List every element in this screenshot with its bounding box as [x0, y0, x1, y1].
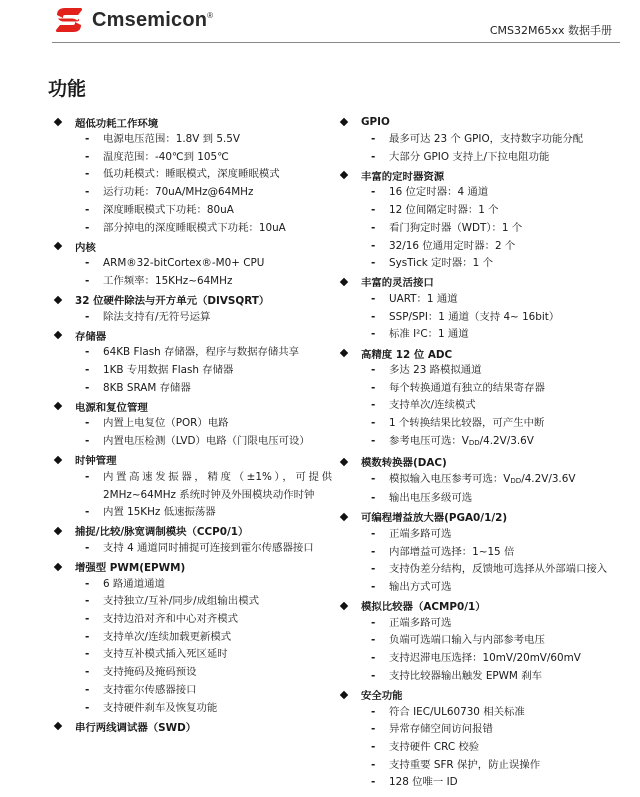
section-title: 捕捉/比较/脉宽调制模块（CCP0/1）: [75, 526, 249, 539]
feature-item-text: 16 位定时器：4 通道: [389, 186, 489, 199]
feature-item-text: 大部分 GPIO 支持上/下拉电阻功能: [389, 150, 550, 163]
feature-section: [338, 686, 620, 704]
feature-section: [52, 451, 332, 469]
dash-bullet-icon: -: [85, 133, 90, 145]
feature-item: [338, 415, 620, 433]
feature-item: [52, 415, 332, 433]
diamond-bullet-icon: [340, 457, 348, 465]
feature-item: [52, 433, 332, 451]
dash-bullet-icon: -: [371, 527, 376, 540]
dash-bullet-icon: -: [85, 683, 90, 696]
feature-item: [338, 202, 620, 220]
diamond-bullet-icon: [54, 331, 62, 339]
feature-section: [338, 166, 620, 184]
feature-item: [52, 273, 332, 291]
feature-item-text: 128 位唯一 ID: [389, 776, 458, 789]
feature-item-text: 1KB 专用数据 Flash 存储器: [103, 364, 234, 377]
dash-bullet-icon: -: [85, 701, 90, 714]
feature-item-text: 支持边沿对齐和中心对齐模式: [103, 613, 239, 626]
feature-item-text: 工作频率：15KHz~64MHz: [103, 274, 233, 287]
diamond-bullet-icon: [54, 295, 62, 303]
feature-item: [338, 579, 620, 597]
feature-item-text: 支持重要 SFR 保护，防止误操作: [389, 758, 541, 771]
dash-bullet-icon: -: [371, 257, 376, 270]
features-left-column: [52, 113, 332, 735]
feature-item: [338, 397, 620, 415]
feature-item: [338, 309, 620, 327]
dash-bullet-icon: -: [85, 186, 90, 199]
feature-item: [338, 721, 620, 739]
dash-bullet-icon: -: [85, 648, 90, 661]
feature-item: [338, 362, 620, 380]
section-title: GPIO: [361, 116, 390, 128]
section-title: 32 位硬件除法与开方单元（DIVSQRT）: [75, 295, 270, 308]
dash-bullet-icon: -: [85, 666, 90, 679]
feature-item: [52, 682, 332, 700]
feature-section: [338, 597, 620, 615]
section-title: 超低功耗工作环境: [75, 117, 159, 130]
feature-item-text: 电源电压范围：1.8V 到 5.5V: [103, 133, 240, 145]
feature-section: [52, 558, 332, 576]
dash-bullet-icon: -: [85, 595, 90, 608]
diamond-bullet-icon: [54, 527, 62, 535]
feature-item: [338, 433, 620, 453]
diamond-bullet-icon: [54, 722, 62, 730]
dash-bullet-icon: -: [371, 399, 376, 412]
feature-item: [52, 220, 332, 238]
feature-item-text: 除法支持有/无符号运算: [103, 310, 211, 323]
feature-item: [52, 469, 332, 504]
feature-item: [338, 561, 620, 579]
feature-item: [338, 471, 620, 491]
section-title: 串行两线调试器（SWD）: [75, 721, 197, 734]
feature-item: [338, 526, 620, 544]
feature-item-text: 部分掉电的深度睡眠模式下功耗：10uA: [103, 221, 286, 234]
feature-item: [338, 326, 620, 344]
dash-bullet-icon: -: [371, 328, 376, 341]
feature-item: [338, 757, 620, 775]
dash-bullet-icon: -: [371, 634, 376, 647]
brand-logo: [52, 2, 213, 38]
feature-item: [338, 131, 620, 149]
feature-item-text: 输出方式可选: [389, 581, 452, 594]
feature-item-text: SysTick 定时器：1 个: [389, 257, 493, 270]
dash-bullet-icon: -: [371, 381, 376, 394]
dash-bullet-icon: -: [85, 381, 90, 394]
feature-item-text: 输出电压多级可选: [389, 492, 473, 505]
dash-bullet-icon: -: [85, 506, 90, 519]
feature-item: [52, 255, 332, 273]
feature-item: [52, 540, 332, 558]
feature-item-text: 标准 I²C：1 通道: [389, 328, 469, 341]
feature-item-text: 最多可达 23 个 GPIO，支持数字功能分配: [389, 133, 584, 145]
feature-item: [52, 646, 332, 664]
section-title: 电源和复位管理: [75, 401, 148, 414]
feature-item-text: 内置电压检测（LVD）电路（门限电压可设）: [103, 435, 310, 448]
feature-item-text: 支持互补模式插入死区延时: [103, 648, 228, 661]
feature-item-text: 支持伪差分结构，反馈地可选择从外部端口接入: [389, 563, 608, 576]
section-title: 可编程增益放大器(PGA0/1/2): [361, 512, 508, 525]
document-title: CMS32M65xx 数据手册: [489, 24, 612, 37]
feature-item: [52, 380, 332, 398]
feature-item-text: 8KB SRAM 存储器: [103, 381, 191, 394]
cmsemicon-logo-icon: [52, 5, 86, 35]
feature-item: [52, 664, 332, 682]
feature-item-text: 每个转换通道有独立的结果寄存器: [389, 381, 545, 394]
feature-item-text: 内部增益可选择：1~15 倍: [389, 545, 515, 558]
diamond-bullet-icon: [54, 562, 62, 570]
brand-name: Cmsemicon®: [92, 8, 214, 31]
dash-bullet-icon: -: [371, 239, 376, 252]
dash-bullet-icon: -: [85, 630, 90, 643]
feature-section: [338, 508, 620, 526]
section-title: 存储器: [75, 330, 107, 343]
feature-item-text: 参考电压可选：VDD/4.2V/3.6V: [389, 434, 534, 447]
dash-bullet-icon: -: [371, 434, 376, 447]
dash-bullet-icon: -: [85, 364, 90, 377]
dash-bullet-icon: -: [85, 346, 90, 359]
dash-bullet-icon: -: [371, 740, 376, 753]
dash-bullet-icon: -: [371, 705, 376, 718]
feature-item-text: 支持单次/连续模式: [389, 399, 476, 412]
feature-item-text: 运行功耗：70uA/MHz@64MHz: [103, 186, 254, 199]
feature-item-text: 支持 4 通道同时捕捉可连接到霍尔传感器接口: [103, 541, 314, 554]
dash-bullet-icon: -: [85, 221, 90, 234]
feature-item-text: 支持硬件刹车及恢复功能: [103, 701, 218, 714]
dash-bullet-icon: -: [371, 723, 376, 736]
feature-item: [52, 344, 332, 362]
feature-item: [338, 149, 620, 167]
diamond-bullet-icon: [340, 513, 348, 521]
feature-section: [338, 113, 620, 131]
feature-item: [338, 291, 620, 309]
feature-item: [338, 544, 620, 562]
dash-bullet-icon: -: [371, 492, 376, 505]
diamond-bullet-icon: [54, 242, 62, 250]
section-title: 内核: [75, 241, 96, 254]
dash-bullet-icon: -: [371, 292, 376, 305]
feature-item: [338, 184, 620, 202]
feature-item-text: 正端多路可选: [389, 527, 452, 540]
diamond-bullet-icon: [54, 456, 62, 464]
feature-section: [338, 273, 620, 291]
section-title: 模数转换器(DAC): [361, 457, 447, 470]
feature-section: [338, 453, 620, 471]
dash-bullet-icon: -: [371, 563, 376, 576]
feature-item: [52, 184, 332, 202]
dash-bullet-icon: -: [371, 545, 376, 558]
feature-item: [52, 611, 332, 629]
feature-item-text: 模拟输入电压参考可选：VDD/4.2V/3.6V: [389, 472, 576, 485]
dash-bullet-icon: -: [85, 310, 90, 323]
feature-item-text: 64KB Flash 存储器，程序与数据存储共享: [103, 346, 300, 359]
section-title: 安全功能: [361, 690, 403, 703]
feature-item: [52, 504, 332, 522]
feature-item: [52, 629, 332, 647]
dash-bullet-icon: -: [371, 581, 376, 594]
feature-item: [338, 668, 620, 686]
section-title: 丰富的灵活接口: [361, 277, 434, 290]
diamond-bullet-icon: [54, 402, 62, 410]
feature-item-text: UART：1 通道: [389, 292, 458, 305]
feature-item: [52, 593, 332, 611]
feature-item-text: 12 位间隔定时器：1 个: [389, 204, 499, 217]
feature-section: [52, 291, 332, 309]
feature-item: [338, 615, 620, 633]
features-right-column: [338, 113, 620, 792]
section-title: 增强型 PWM(EPWM): [75, 562, 186, 575]
feature-item-text: 异常存储空间访问报错: [389, 723, 493, 736]
feature-item-text: SSP/SPI：1 通道（支持 4~ 16bit）: [389, 310, 560, 323]
section-title: 高精度 12 位 ADC: [361, 348, 453, 361]
dash-bullet-icon: -: [371, 150, 376, 163]
header-divider: [52, 42, 620, 43]
feature-section: [52, 522, 332, 540]
dash-bullet-icon: -: [371, 204, 376, 217]
diamond-bullet-icon: [340, 690, 348, 698]
dash-bullet-icon: -: [371, 310, 376, 323]
feature-section: [338, 344, 620, 362]
feature-item: [338, 739, 620, 757]
dash-bullet-icon: -: [371, 472, 376, 485]
feature-item-text: 符合 IEC/UL60730 相关标准: [389, 705, 525, 718]
feature-item: [52, 576, 332, 594]
dash-bullet-icon: -: [371, 417, 376, 430]
feature-section: [52, 237, 332, 255]
dash-bullet-icon: -: [371, 186, 376, 199]
dash-bullet-icon: -: [371, 364, 376, 377]
feature-item-text: 内置 15KHz 低速振荡器: [103, 506, 216, 519]
section-title: 时钟管理: [75, 455, 117, 468]
dash-bullet-icon: -: [371, 221, 376, 234]
feature-section: [52, 326, 332, 344]
feature-item-text: 支持掩码及掩码预设: [103, 666, 197, 679]
feature-item: [338, 238, 620, 256]
dash-bullet-icon: -: [371, 652, 376, 665]
feature-item: [338, 632, 620, 650]
feature-item: [338, 704, 620, 722]
dash-bullet-icon: -: [85, 577, 90, 590]
feature-item-text: 支持霍尔传感器接口: [103, 683, 197, 696]
feature-item-text: 内置上电复位（POR）电路: [103, 417, 229, 430]
feature-item-text: 6 路通道通道: [103, 577, 165, 590]
feature-item: [52, 149, 332, 167]
diamond-bullet-icon: [340, 278, 348, 286]
feature-item: [52, 166, 332, 184]
feature-item-text: 支持迟滞电压选择：10mV/20mV/60mV: [389, 652, 581, 665]
feature-item-text: 负端可选端口输入与内部参考电压: [389, 634, 545, 647]
feature-section: [52, 397, 332, 415]
diamond-bullet-icon: [340, 602, 348, 610]
page-title: 功能: [48, 78, 87, 100]
feature-item-text: 低功耗模式：睡眠模式，深度睡眠模式: [103, 168, 280, 181]
feature-item: [52, 131, 332, 149]
feature-item: [338, 380, 620, 398]
feature-item-text: 正端多路可选: [389, 616, 452, 629]
dash-bullet-icon: -: [85, 541, 90, 554]
feature-item: [52, 202, 332, 220]
diamond-bullet-icon: [340, 171, 348, 179]
feature-item: [52, 309, 332, 327]
feature-item-text: 多达 23 路模拟通道: [389, 364, 482, 377]
dash-bullet-icon: -: [85, 150, 90, 163]
dash-bullet-icon: -: [85, 168, 90, 181]
feature-item: [338, 650, 620, 668]
dash-bullet-icon: -: [85, 435, 90, 448]
feature-item-text: 温度范围：-40℃到 105℃: [103, 150, 229, 163]
dash-bullet-icon: -: [371, 776, 376, 789]
page-header: [0, 0, 640, 50]
feature-item-text: 支持硬件 CRC 校验: [389, 740, 480, 753]
dash-bullet-icon: -: [371, 616, 376, 629]
feature-item: [338, 490, 620, 508]
section-title: 模拟比较器（ACMP0/1）: [361, 601, 486, 614]
diamond-bullet-icon: [54, 118, 62, 126]
dash-bullet-icon: -: [371, 133, 376, 145]
feature-item-text: 支持单次/连续加载更新模式: [103, 630, 232, 643]
feature-item: [338, 774, 620, 792]
feature-section: [52, 113, 332, 131]
feature-item-text: 1 个转换结果比较器，可产生中断: [389, 417, 545, 430]
feature-item-text: 支持独立/互补/同步/成组输出模式: [103, 595, 259, 608]
dash-bullet-icon: -: [85, 203, 90, 216]
feature-item: [52, 700, 332, 718]
dash-bullet-icon: -: [85, 274, 90, 287]
dash-bullet-icon: -: [85, 257, 90, 270]
dash-bullet-icon: -: [371, 758, 376, 771]
feature-item: [338, 255, 620, 273]
dash-bullet-icon: -: [85, 470, 90, 483]
feature-item-text: 支持比较器输出触发 EPWM 刹车: [389, 669, 542, 682]
dash-bullet-icon: -: [371, 669, 376, 682]
diamond-bullet-icon: [340, 349, 348, 357]
section-title: 丰富的定时器资源: [361, 170, 445, 183]
dash-bullet-icon: -: [85, 613, 90, 626]
feature-item-text: 看门狗定时器（WDT）：1 个: [389, 221, 523, 234]
diamond-bullet-icon: [340, 118, 348, 126]
feature-item-text: 32/16 位通用定时器：2 个: [389, 239, 516, 252]
feature-item-text: ARM®32-bitCortex®-M0+ CPU: [103, 257, 265, 270]
feature-item: [338, 220, 620, 238]
feature-item: [52, 362, 332, 380]
feature-section: [52, 717, 332, 735]
feature-item-text: 内置高速发振器，精度（±1%），可提供 2MHz~64MHz 系统时钟及外围模块动作时钟: [103, 470, 332, 501]
feature-item-text: 深度睡眠模式下功耗：80uA: [103, 203, 234, 216]
dash-bullet-icon: -: [85, 417, 90, 430]
